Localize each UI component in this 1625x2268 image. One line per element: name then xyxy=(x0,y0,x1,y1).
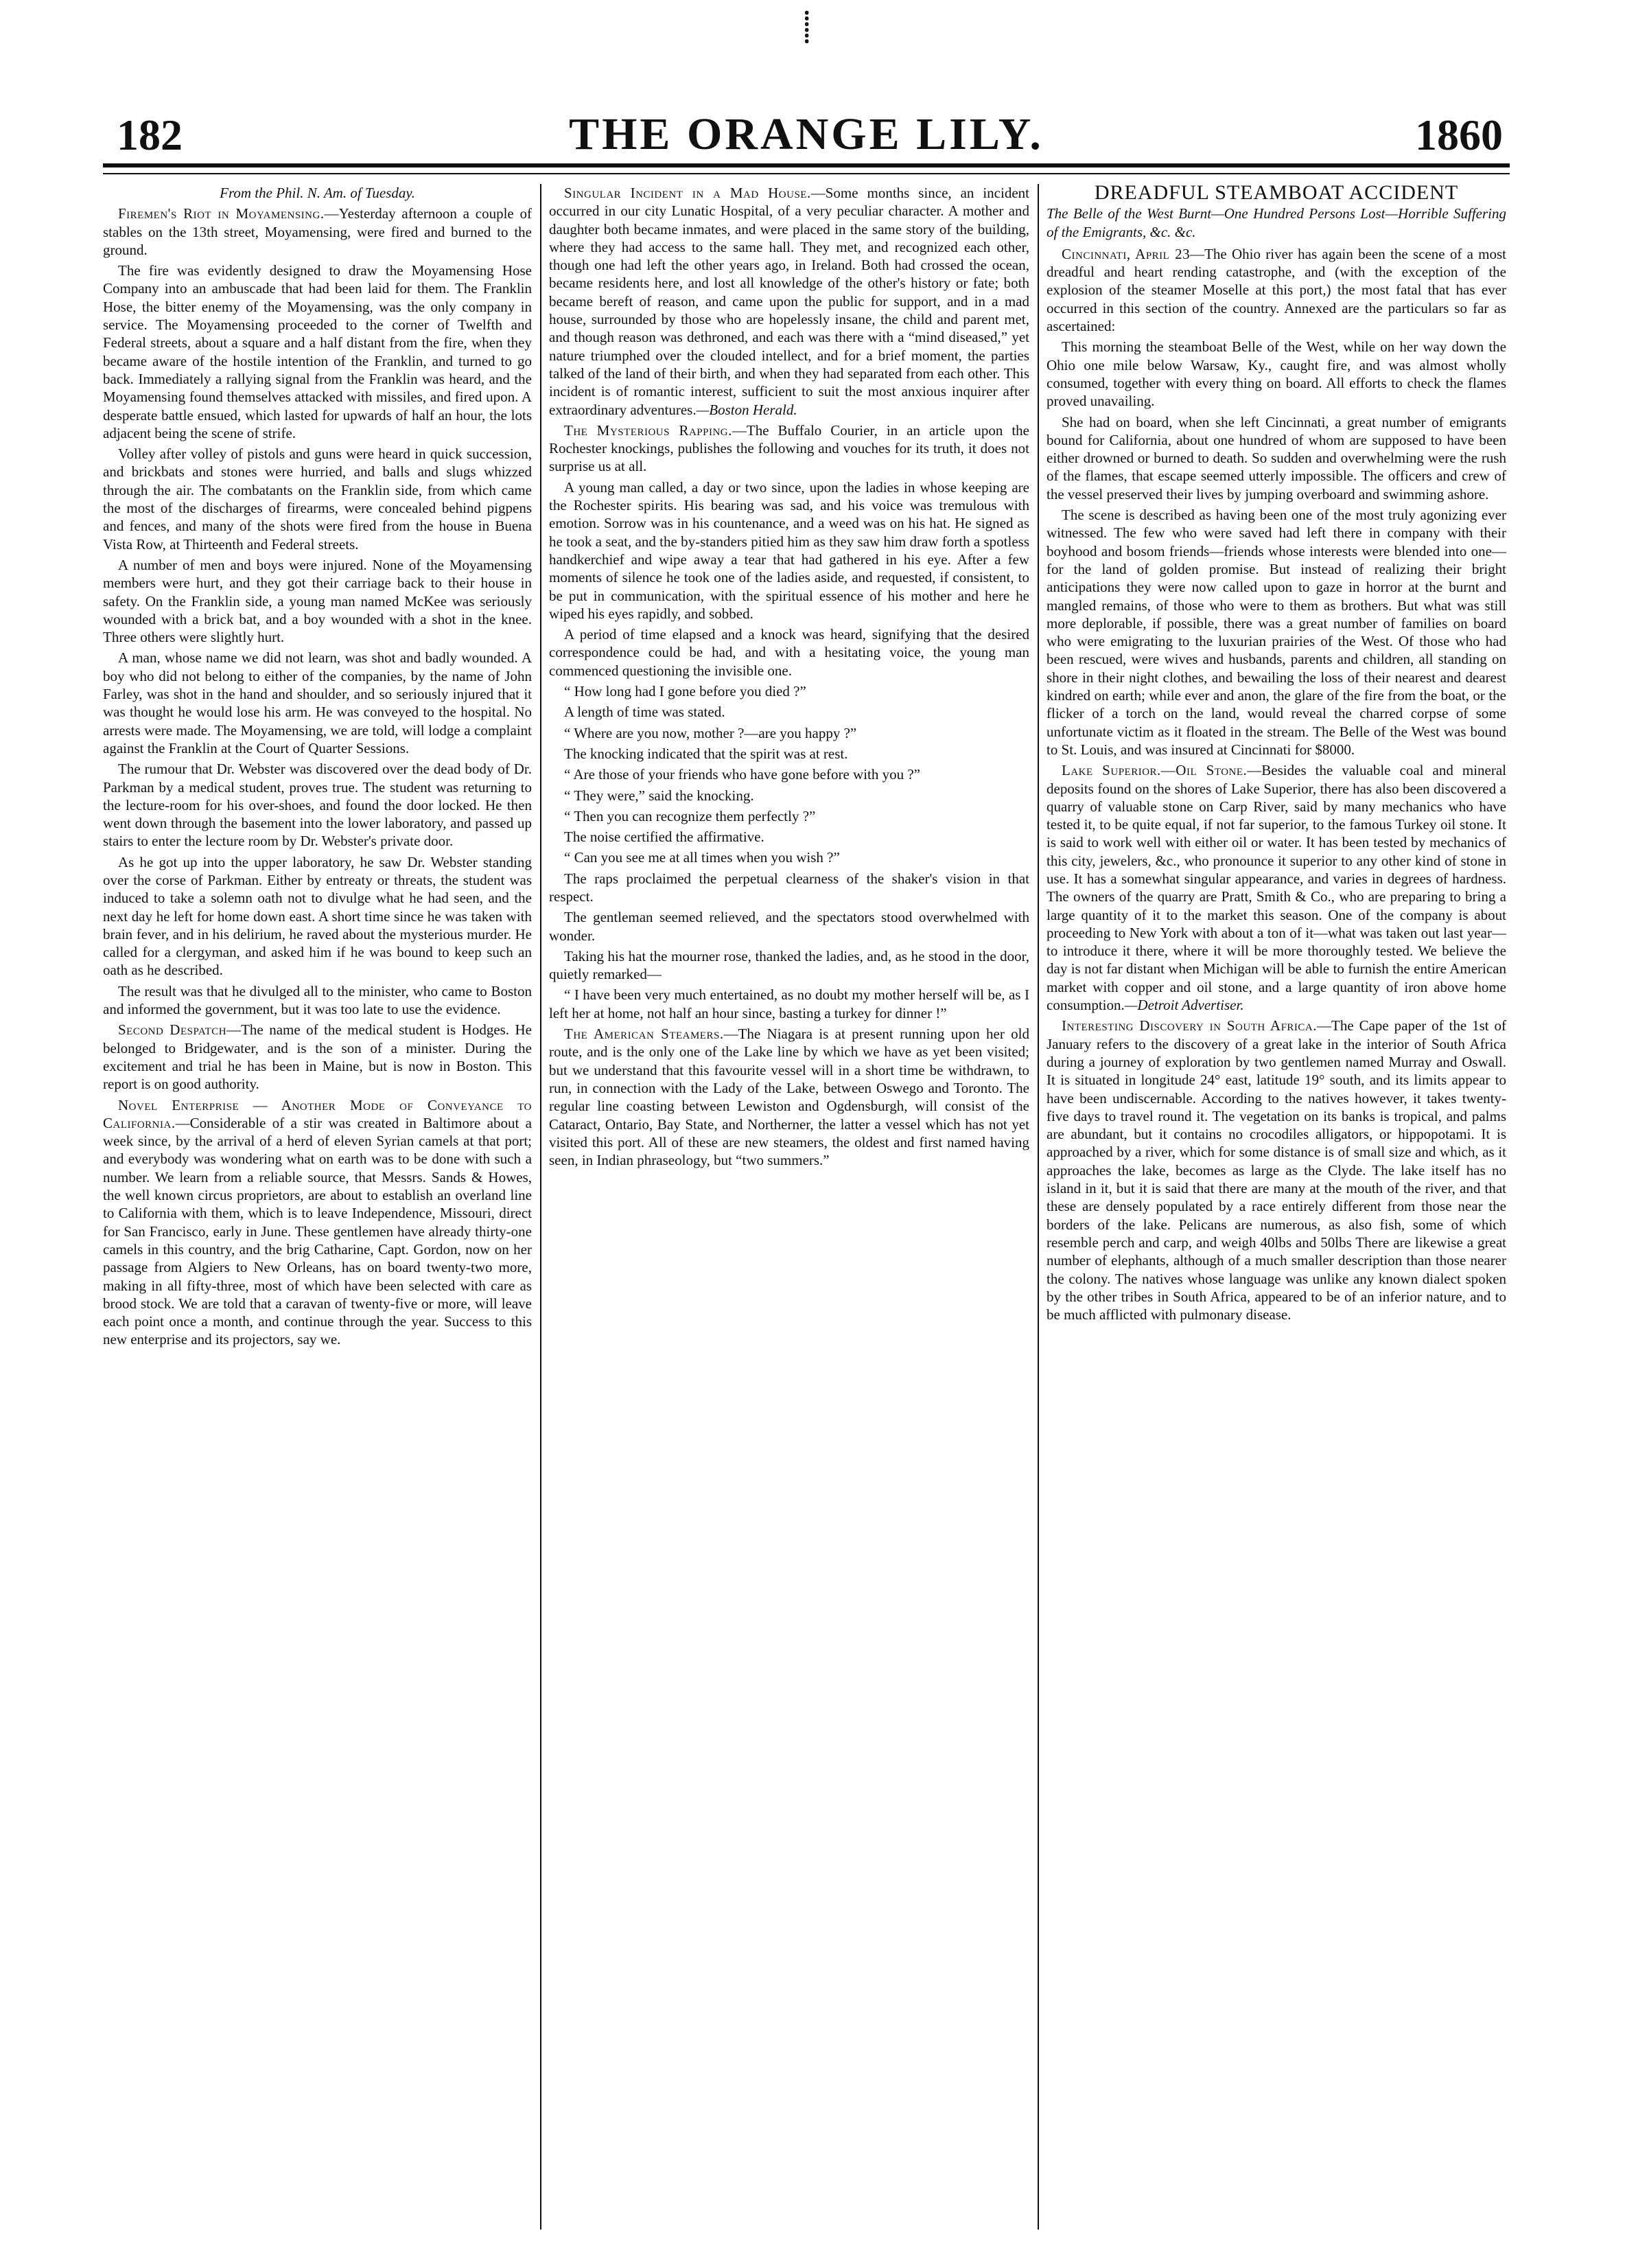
article-title: Novel Enterprise — Another Mode of Conveyance to California. xyxy=(103,1096,532,1131)
article-paragraph: The raps proclaimed the perpetual clearness of the shaker's vision in that respect. xyxy=(549,870,1029,905)
margin-mark-icon: ⸽ xyxy=(803,10,811,44)
article-title: Firemen's Riot in Moyamensing. xyxy=(118,205,325,222)
article-paragraph: Novel Enterprise — Another Mode of Conveyance to California.—Considerable of a stir was created in Baltimore about a week since, by the arrival of a herd of eleven Syrian camels at that port; and everybody was wondering what on earth was to be done with such a number. We learn from a reliable source, that Messrs. Sands & Howes, the well known circus proprietors, are about to establish an overland line to California with them, which is to leave Independence, Missouri, direct for San Francisco, early in June. These gentlemen have already thirty-one camels in this country, and the brig Catharine, Capt. Gordon, now on her passage from Algiers to New Orleans, has on board twenty-two more, making in all fifty-three, most of which have been selected with care as brood stock. We are told that a caravan of twenty-five or more, will leave each point once a month, and continue through the year. Success to this new enterprise and its projectors, say we. xyxy=(103,1096,532,1348)
article-paragraph: The gentleman seemed relieved, and the spectators stood overwhelmed with wonder. xyxy=(549,909,1029,944)
article-paragraph: “ I have been very much entertained, as no doubt my mother herself will be, as I left her at home, not half an hour since, basting a turkey for dinner !” xyxy=(549,986,1029,1021)
article-paragraph: “ Can you see me at all times when you wish ?” xyxy=(564,849,840,866)
article-paragraph: The scene is described as having been one of the most truly agonizing ever witnessed. The few who were saved had left there in company with their boyhood and bosom friends—friends whose interests were blended into one—for the land of golden promise. But instead of realizing their bright anticipations they were now called upon to gaze in horror at the burnt and mangled remains, of those who were to them as brothers. But what was still more deplorable, if possible, there was a great number of families on board who were emigrating to the luxurian prairies of the West. Of those who had been rescued, were wives and husbands, parents and children, all standing on shore in their night clothes, and bewailing the loss of their nearest and dearest kindred on earth; while ever and anon, the glare of the fire from the boat, or the flicker of a torch on the land, would reveal the charred corpse of some unfortunate victim as it floated in the stream. The Belle of the West was bound to St. Louis, and was insured at Cincinnati for $8000. xyxy=(1047,507,1506,758)
column-3 xyxy=(1047,184,1506,2236)
column-1 xyxy=(103,184,532,2236)
article-paragraph: Lake Superior.—Oil Stone.—Besides the valuable coal and mineral deposits found on the shores of Lake Superior, there has also been discovered a quarry of valuable stone on Carp River, said by many mechanics who have tested it, to be quite equal, if not far superior, to the famous Turkey oil stone. It is said to work well with either oil or water. It has been tested by mechanics of this city, jewelers, &c., who pronounce it superior to any other kind of stone in use. It has a somewhat singular appearance, and varies in degrees of hardness. The owners of the quarry are Pratt, Smith & Co., who are preparing to bring a large quantity of it to the market this season. One of the company is about proceeding to New York with about a ton of it—what was taken out last year—to introduce it there, where it will be more thoroughly tested. We believe the day is not far distant when Michigan will be able to furnish the entire American market with copper and oil stone, and a large quantity of iron above home consumption.—Detroit Advertiser. xyxy=(1047,762,1506,1014)
year: 1860 xyxy=(1415,111,1503,159)
article-paragraph: “ Are those of your friends who have gone before with you ?” xyxy=(564,766,921,783)
article-paragraph: Interesting Discovery in South Africa.—The Cape paper of the 1st of January refers to the discovery of a great lake in the interior of South Africa during a journey of exploration by two gentlemen named Murray and Oswall. It is situated in longitude 24° east, latitude 19° south, and its limits appear to have been undiscernable. According to the natives however, it takes twenty-five days to travel round it. The vegetation on its banks is tropical, and palms are abundant, but it contains no crocodiles alligators, or hippopotami. It is approached by a river, which for some distance is of small size and which, as it approaches the lake, becomes as large as the Clyde. The lake itself has no island in it, but it is said that there are many at the mouth of the river, and that these are densely populated by a race entirely different from those near the borders of the lake. Pelicans are numerous, as also fish, some of which resemble perch and carp, and weigh 40lbs and 50lbs There are likewise a great number of elephants, although of a much smaller description than those nearer the colony. The natives whose language was unlike any known dialect spoken by the other tribes in South Africa, appeared to be of an inferior nature, and to be much afflicted with pulmonary disease. xyxy=(1047,1017,1506,1323)
masthead-rule-thin xyxy=(103,173,1510,174)
article-paragraph: Taking his hat the mourner rose, thanked the ladies, and, as he stood in the door, quietly remarked— xyxy=(549,947,1029,983)
article-paragraph: This morning the steamboat Belle of the West, while on her way down the Ohio one mile below Warsaw, Ky., caught fire, and was almost wholly consumed, together with every thing on board. All efforts to check the flames proved unavailing. xyxy=(1047,338,1506,410)
article-title: Singular Incident in a Mad House. xyxy=(564,185,811,201)
article-title: The Mysterious Rapping. xyxy=(564,421,732,439)
article-paragraph: A number of men and boys were injured. None of the Moyamensing members were hurt, and they got their carriage back to their house in safety. On the Franklin side, a young man named McKee was seriously wounded with a brick bat, and a boy wounded with a shot in the knee. Three others were slightly hurt. xyxy=(103,556,532,646)
article-paragraph: The Mysterious Rapping.—The Buffalo Courier, in an article upon the Rochester knockings, publishes the following and vouches for its truth, it does not surprise us at all. xyxy=(549,421,1029,475)
article-paragraph: “ Then you can recognize them perfectly ?” xyxy=(564,807,816,824)
article-paragraph: The noise certified the affirmative. xyxy=(564,829,764,846)
column-divider xyxy=(1038,184,1039,2230)
article-paragraph: Second Despatch—The name of the medical student is Hodges. He belonged to Bridgewater, and is the son of a minister. During the excitement and trial he has been in Maine, but is now in Boston. This report is on good authority. xyxy=(103,1021,532,1093)
article-title: Lake Superior.—Oil Stone. xyxy=(1062,762,1248,779)
article-paragraph: The result was that he divulged all to the minister, who came to Boston and informed the government, but it was too late to use the evidence. xyxy=(103,982,532,1018)
article-headline: DREADFUL STEAMBOAT ACCIDENT xyxy=(1094,184,1459,204)
article-paragraph: Firemen's Riot in Moyamensing.—Yesterday afternoon a couple of stables on the 13th street, Moyamensing, were fired and burned to the ground. xyxy=(103,205,532,258)
column-divider xyxy=(540,184,541,2230)
article-paragraph: “ Where are you now, mother ?—are you happy ?” xyxy=(564,724,857,741)
article-title: The American Steamers. xyxy=(564,1026,724,1043)
article-paragraph: The fire was evidently designed to draw the Moyamensing Hose Company into an ambuscade that had been laid for them. The Franklin Hose, the bitter enemy of the Moyamensing, was the only company in service. The Moyamensing proceeded to the corner of Twelfth and Federal streets, about a square and a half distant from the fire, when they became aware of the hostile intention of the Franklin, and turned to go back. Immediately a rallying signal from the Franklin was heard, and the Moyamensing found themselves attacked with missiles, and fired upon. A desperate battle ensued, which lasted for upwards of half an hour, the lots adjacent being the scene of strife. xyxy=(103,262,532,441)
article-title: Second Despatch xyxy=(118,1021,227,1039)
article-paragraph: A period of time elapsed and a knock was heard, signifying that the desired correspondence could be had, and with a hesitating voice, the young man commenced questioning the invisible one. xyxy=(549,626,1029,679)
masthead-rule xyxy=(103,163,1510,167)
article-paragraph: Singular Incident in a Mad House.—Some months since, an incident occurred in our city Lunatic Hospital, of a very peculiar character. A mother and daughter both became inmates, and were placed in the same story of the building, where they had access to the same hall. They met, and recognized each other, though one had left the other years ago, in Ireland. Both had crossed the ocean, became residents here, and lost all knowledge of the other's history or fate; both became bereft of reason, and came upon the public for support, and in a mad house, surrounded by those who are hopelessly insane, the child and parent met, and though reason was dethroned, and each was there with a “mind diseased,” yet nature triumphed over the clouded intellect, and for a brief moment, the parties talked of the land of their birth, and when they had separated from each other. This incident is of romantic interest, sufficient to suit the most anxious inquirer after extraordinary adventures.—Boston Herald. xyxy=(549,185,1029,418)
source-line: From the Phil. N. Am. of Tuesday. xyxy=(220,185,415,201)
article-paragraph: Cincinnati, April 23—The Ohio river has again been the scene of a most dreadful and heart rending catastrophe, and (with the exception of the explosion of the steamer Moselle at this port,) the most fatal that has ever occurred in this section of the country. Annexed are the particulars so far as ascertained: xyxy=(1047,245,1506,335)
article-title: Interesting Discovery in South Africa. xyxy=(1062,1017,1318,1034)
article-paragraph: Volley after volley of pistols and guns were heard in quick succession, and brickbats and stones were hurried, and balls and slugs whizzed through the air. The combatants on the Franklin side, from which came the most of the discharges of firearms, were concealed behind pigpens and fences, and many of the shots were fired from the house in Buena Vista Row, at Thirteenth and Federal streets. xyxy=(103,445,532,553)
dateline: Cincinnati, April 23 xyxy=(1062,245,1191,262)
article-paragraph: The American Steamers.—The Niagara is at present running upon her old route, and is the only one of the Lake line by which we have as yet been visited; but we understand that this favourite vessel will in a short time be withdrawn, to run, in connection with the Lady of the Lake, between Oswego and Toronto. The regular line coasting between Lewiston and Ogdensburgh, will consist of the Cataract, Ontario, Bay State, and Northerner, the latter a vessel which has not yet visited this port. All of these are new steamers, the oldest and first named having seen, in Indian phraseology, but “two summers.” xyxy=(549,1026,1029,1169)
page-number: 182 xyxy=(117,111,183,159)
article-paragraph: She had on board, when she left Cincinnati, a great number of emigrants bound for California, about one hundred of whom are supposed to have been either drowned or burned to death. So sudden and overwhelming were the rush of the flames, that escape seemed utterly impossible. The officers and crew of the vessel preserved their lives by jumping overboard and swimming ashore. xyxy=(1047,413,1506,502)
article-paragraph: A length of time was stated. xyxy=(564,704,725,721)
column-2 xyxy=(549,184,1029,2236)
article-paragraph: As he got up into the upper laboratory, he saw Dr. Webster standing over the corse of Parkman. Either by entreaty or threats, the student was induced to take a solemn oath not to divulge what he had seen, and the next day he left for home down east. A short time since he was taken with brain fever, and in his delirium, he raved about the mysterious murder. He called for a clergyman, and asked him if he was bound to keep such an oath as he described. xyxy=(103,853,532,979)
article-paragraph: “ They were,” said the knocking. xyxy=(564,787,754,804)
article-source: —Boston Herald. xyxy=(696,401,797,418)
newspaper-title: THE ORANGE LILY. xyxy=(569,109,1044,159)
article-paragraph: A young man called, a day or two since, upon the ladies in whose keeping are the Rochester spirits. His bearing was sad, and his voice was tremulous with emotion. Sorrow was in his countenance, and a weed was on his hat. He signed as he took a seat, and the by-standers pitied him as they saw him draw forth a spotless handkerchief and wipe away a tear that had gathered in his eye. After a few moments of silence he took one of the ladies aside, and requested, if consistent, to be put in communication, with the spiritual essence of his mother and here he wiped his eyes rapidly, and sobbed. xyxy=(549,478,1029,622)
article-paragraph: The knocking indicated that the spirit was at rest. xyxy=(564,745,848,762)
article-paragraph: A man, whose name we did not learn, was shot and badly wounded. A boy who did not belong to either of the companies, by the name of John Farley, was shot in the hand and shoulder, and so seriously injured that it was thought he would lose his arm. He was conveyed to the hospital. No arrests were made. The Moyamensing, we are told, will lodge a complaint against the Franklin at the Court of Quarter Sessions. xyxy=(103,649,532,756)
article-subheadline: The Belle of the West Burnt—One Hundred Persons Lost—Horrible Suffering of the Emigrants, &c. &c. xyxy=(1047,205,1506,240)
article-paragraph: “ How long had I gone before you died ?” xyxy=(564,683,806,700)
article-paragraph: The rumour that Dr. Webster was discovered over the dead body of Dr. Parkman by a medical student, proves true. The student was returning to the lecture-room for his over-shoes, and found the door locked. He then went down through the basement into the lower laboratory, and passed up stairs to enter the lecture room by Dr. Webster's private door. xyxy=(103,761,532,850)
article-source: —Detroit Advertiser. xyxy=(1124,997,1244,1014)
